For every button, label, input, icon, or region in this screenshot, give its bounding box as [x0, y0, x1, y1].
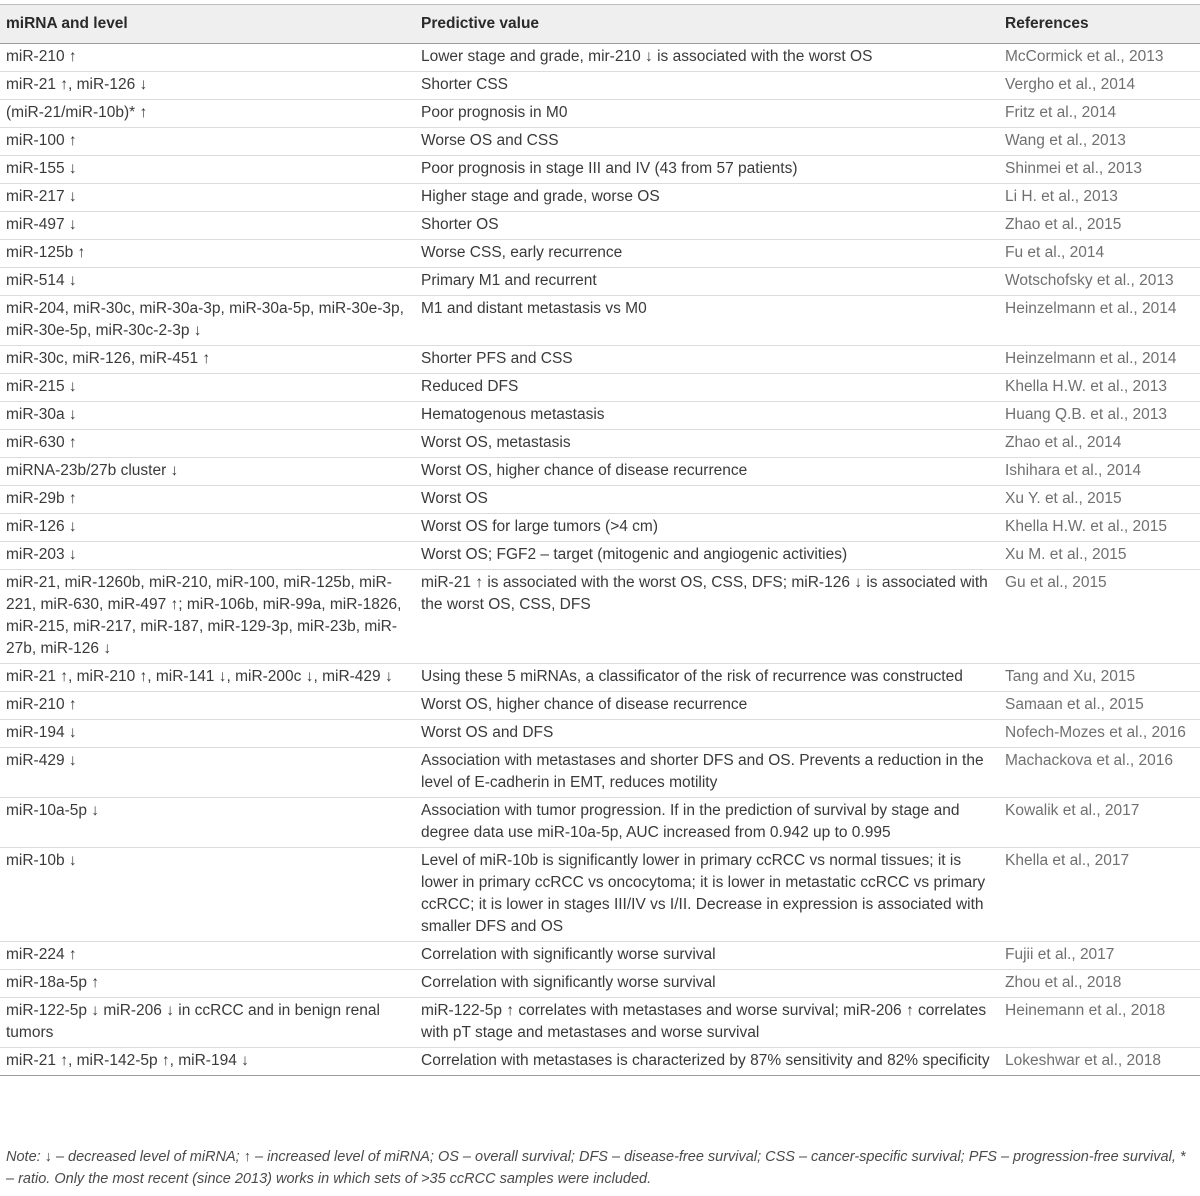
header-mirna-level: miRNA and level: [6, 15, 128, 32]
predictive-value-cell: Association with metastases and shorter DFS and OS. Prevents a reduction in the level of E-cadherin in EMT, reduces motility: [421, 752, 984, 791]
reference-cell: Heinzelmann et al., 2014: [1005, 300, 1177, 317]
reference-cell: Xu M. et al., 2015: [1005, 546, 1127, 563]
reference-cell: Heinemann et al., 2018: [1005, 1002, 1166, 1019]
predictive-value-cell: Correlation with significantly worse survival: [421, 974, 716, 991]
predictive-value-cell: miR-21 ↑ is associated with the worst OS, CSS, DFS; miR-126 ↓ is associated with the worst OS, CSS, DFS: [421, 574, 988, 613]
reference-cell: Xu Y. et al., 2015: [1005, 490, 1122, 507]
reference-cell: Zhou et al., 2018: [1005, 974, 1122, 991]
reference-cell: McCormick et al., 2013: [1005, 48, 1164, 65]
mirna-cell: miR-18a-5p ↑: [6, 974, 100, 991]
predictive-value-cell: Association with tumor progression. If in the prediction of survival by stage and degree data use miR-10a-5p, AUC increased from 0.942 up to 0.995: [421, 802, 960, 841]
reference-cell: Vergho et al., 2014: [1005, 76, 1136, 93]
reference-cell: Li H. et al., 2013: [1005, 188, 1118, 205]
reference-cell: Khella H.W. et al., 2013: [1005, 378, 1167, 395]
table-row: [0, 128, 1200, 156]
predictive-value-cell: M1 and distant metastasis vs M0: [421, 300, 647, 317]
table-row: [0, 184, 1200, 212]
mirna-table: [0, 4, 1200, 1076]
reference-cell: Kowalik et al., 2017: [1005, 802, 1140, 819]
table-body: [0, 44, 1200, 1076]
table-note: Note: ↓ – decreased level of miRNA; ↑ – increased level of miRNA; OS – overall survival; DFS – disease-free survival; CSS – cancer-specific survival; PFS – progression-free survival, * – ratio. Only the most recent (since 2013) works in which sets of >35 ccRCC samples were included.: [6, 1149, 1186, 1187]
mirna-cell: miR-10a-5p ↓: [6, 802, 100, 819]
mirna-cell: miR-194 ↓: [6, 724, 77, 741]
reference-cell: Fu et al., 2014: [1005, 244, 1105, 261]
reference-cell: Shinmei et al., 2013: [1005, 160, 1143, 177]
mirna-cell: miR-30c, miR-126, miR-451 ↑: [6, 350, 211, 367]
table-row: [0, 942, 1200, 970]
predictive-value-cell: Worst OS, higher chance of disease recurrence: [421, 462, 748, 479]
mirna-cell: miR-204, miR-30c, miR-30a-3p, miR-30a-5p, miR-30e-3p, miR-30e-5p, miR-30c-2-3p ↓: [6, 300, 404, 339]
predictive-value-cell: Lower stage and grade, mir-210 ↓ is associated with the worst OS: [421, 48, 873, 65]
table-row: [0, 296, 1200, 346]
mirna-cell: miR-210 ↑: [6, 696, 77, 713]
predictive-value-cell: miR-122-5p ↑ correlates with metastases and worse survival; miR-206 ↑ correlates with pT stage and metastases and worse survival: [421, 1002, 987, 1041]
reference-cell: Fritz et al., 2014: [1005, 104, 1117, 121]
table-row: [0, 570, 1200, 664]
reference-cell: Nofech-Mozes et al., 2016: [1005, 724, 1186, 741]
header-row: [0, 5, 1200, 44]
reference-cell: Wotschofsky et al., 2013: [1005, 272, 1174, 289]
predictive-value-cell: Higher stage and grade, worse OS: [421, 188, 660, 205]
table-row: [0, 998, 1200, 1048]
mirna-cell: miR-21 ↑, miR-142-5p ↑, miR-194 ↓: [6, 1052, 249, 1069]
table-row: [0, 402, 1200, 430]
reference-cell: Tang and Xu, 2015: [1005, 668, 1136, 685]
mirna-cell: miR-126 ↓: [6, 518, 77, 535]
header-predictive-value: Predictive value: [421, 15, 540, 32]
header-references: References: [1005, 15, 1089, 32]
mirna-cell: miR-224 ↑: [6, 946, 77, 963]
table-row: [0, 542, 1200, 570]
reference-cell: Khella H.W. et al., 2015: [1005, 518, 1167, 535]
mirna-cell: miR-29b ↑: [6, 490, 77, 507]
mirna-cell: miR-30a ↓: [6, 406, 77, 423]
table-row: [0, 720, 1200, 748]
mirna-cell: (miR-21/miR-10b)* ↑: [6, 104, 148, 121]
table-row: [0, 430, 1200, 458]
table-row: [0, 44, 1200, 72]
table-row: [0, 240, 1200, 268]
table-row: [0, 458, 1200, 486]
table-row: [0, 374, 1200, 402]
predictive-value-cell: Worst OS, metastasis: [421, 434, 571, 451]
mirna-cell: miRNA-23b/27b cluster ↓: [6, 462, 179, 479]
reference-cell: Machackova et al., 2016: [1005, 752, 1174, 769]
table-row: [0, 798, 1200, 848]
predictive-value-cell: Worse OS and CSS: [421, 132, 559, 149]
mirna-cell: miR-122-5p ↓ miR-206 ↓ in ccRCC and in benign renal tumors: [6, 1002, 380, 1041]
mirna-cell: miR-429 ↓: [6, 752, 77, 769]
reference-cell: Fujii et al., 2017: [1005, 946, 1115, 963]
table-row: [0, 664, 1200, 692]
reference-cell: Wang et al., 2013: [1005, 132, 1126, 149]
reference-cell: Khella et al., 2017: [1005, 852, 1130, 869]
reference-cell: Ishihara et al., 2014: [1005, 462, 1142, 479]
table-row: [0, 156, 1200, 184]
predictive-value-cell: Level of miR-10b is significantly lower in primary ccRCC vs normal tissues; it is lower in primary ccRCC vs oncocytoma; it is lower in metastatic ccRCC vs primary ccRCC; it is lower in stages III/IV vs I/II. Decrease in expression is associated with smaller DFS and OS: [421, 852, 986, 935]
mirna-cell: miR-215 ↓: [6, 378, 77, 395]
reference-cell: Zhao et al., 2015: [1005, 216, 1122, 233]
predictive-value-cell: Poor prognosis in M0: [421, 104, 568, 121]
table-row: [0, 848, 1200, 942]
predictive-value-cell: Correlation with significantly worse survival: [421, 946, 716, 963]
mirna-cell: miR-155 ↓: [6, 160, 77, 177]
table-row: [0, 692, 1200, 720]
reference-cell: Lokeshwar et al., 2018: [1005, 1052, 1161, 1069]
predictive-value-cell: Worst OS for large tumors (>4 cm): [421, 518, 659, 535]
reference-cell: Heinzelmann et al., 2014: [1005, 350, 1177, 367]
table-row: [0, 748, 1200, 798]
predictive-value-cell: Hematogenous metastasis: [421, 406, 605, 423]
predictive-value-cell: Worse CSS, early recurrence: [421, 244, 623, 261]
predictive-value-cell: Worst OS and DFS: [421, 724, 554, 741]
reference-cell: Samaan et al., 2015: [1005, 696, 1144, 713]
predictive-value-cell: Using these 5 miRNAs, a classificator of the risk of recurrence was constructed: [421, 668, 963, 685]
table-row: [0, 72, 1200, 100]
mirna-cell: miR-125b ↑: [6, 244, 86, 261]
table-row: [0, 100, 1200, 128]
predictive-value-cell: Correlation with metastases is characterized by 87% sensitivity and 82% specificity: [421, 1052, 990, 1069]
predictive-value-cell: Worst OS: [421, 490, 488, 507]
mirna-cell: miR-10b ↓: [6, 852, 77, 869]
mirna-cell: miR-100 ↑: [6, 132, 77, 149]
predictive-value-cell: Reduced DFS: [421, 378, 519, 395]
table-row: [0, 514, 1200, 542]
mirna-cell: miR-21, miR-1260b, miR-210, miR-100, miR-125b, miR-221, miR-630, miR-497 ↑; miR-106b, miR-99a, miR-1826, miR-215, miR-217, miR-187, miR-129-3p, miR-23b, miR-27b, miR-126 ↓: [6, 574, 402, 657]
table-header: [0, 5, 1200, 44]
mirna-cell: miR-514 ↓: [6, 272, 77, 289]
reference-cell: Zhao et al., 2014: [1005, 434, 1122, 451]
mirna-cell: miR-21 ↑, miR-126 ↓: [6, 76, 148, 93]
table-row: [0, 486, 1200, 514]
table-row: [0, 346, 1200, 374]
table-row: [0, 268, 1200, 296]
predictive-value-cell: Shorter CSS: [421, 76, 509, 93]
mirna-cell: miR-210 ↑: [6, 48, 77, 65]
mirna-cell: miR-497 ↓: [6, 216, 77, 233]
predictive-value-cell: Shorter PFS and CSS: [421, 350, 573, 367]
predictive-value-cell: Primary M1 and recurrent: [421, 272, 597, 289]
reference-cell: Gu et al., 2015: [1005, 574, 1107, 591]
predictive-value-cell: Worst OS, higher chance of disease recurrence: [421, 696, 748, 713]
table-row: [0, 212, 1200, 240]
reference-cell: Huang Q.B. et al., 2013: [1005, 406, 1167, 423]
predictive-value-cell: Poor prognosis in stage III and IV (43 from 57 patients): [421, 160, 798, 177]
table-row: [0, 970, 1200, 998]
predictive-value-cell: Shorter OS: [421, 216, 499, 233]
mirna-cell: miR-203 ↓: [6, 546, 77, 563]
predictive-value-cell: Worst OS; FGF2 – target (mitogenic and angiogenic activities): [421, 546, 848, 563]
mirna-cell: miR-630 ↑: [6, 434, 77, 451]
table-row: [0, 1048, 1200, 1076]
mirna-cell: miR-217 ↓: [6, 188, 77, 205]
mirna-cell: miR-21 ↑, miR-210 ↑, miR-141 ↓, miR-200c ↓, miR-429 ↓: [6, 668, 393, 685]
